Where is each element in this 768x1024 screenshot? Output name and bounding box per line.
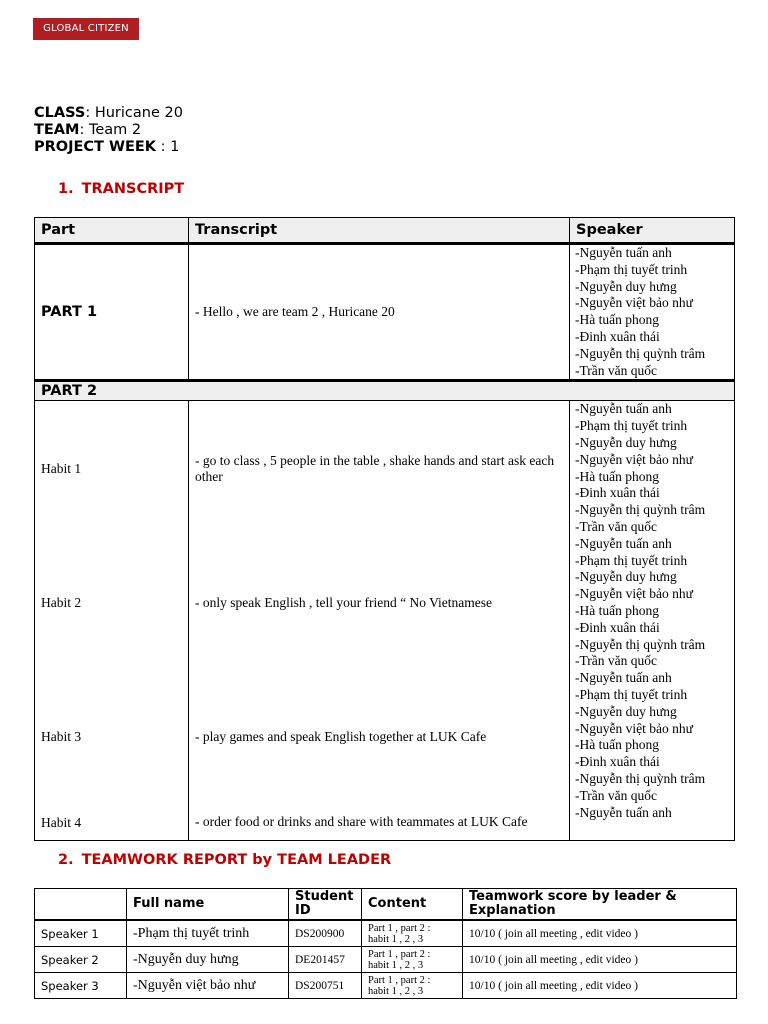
habit-label: Habit 2	[35, 536, 189, 670]
habit-speakers	[570, 536, 735, 670]
teamwork-score: 10/10 ( join all meeting , edit video )	[463, 947, 737, 973]
habit-transcript: - play games and speak English together at LUK Cafe	[189, 670, 570, 804]
habit-row-3	[35, 670, 735, 804]
speaker-item: -Hà tuấn phong	[575, 602, 659, 618]
teamwork-score: 10/10 ( join all meeting , edit video )	[463, 973, 737, 999]
speaker-item: -Nguyễn tuấn anh	[575, 401, 672, 417]
project-meta	[34, 105, 183, 156]
speaker-item: -Phạm thị tuyết trinh	[575, 261, 688, 277]
part1-speakers	[570, 244, 735, 381]
teamwork-table	[34, 888, 737, 999]
speaker-item: -Nguyễn tuấn anh	[575, 804, 672, 820]
full-name: -Nguyễn duy hưng	[127, 947, 289, 973]
speaker-item: -Phạm thị tuyết trinh	[575, 418, 688, 434]
part2-row	[35, 381, 735, 401]
speaker-item: -Phạm thị tuyết trinh	[575, 686, 688, 702]
header-speaker: Speaker	[570, 218, 735, 244]
part1-row	[35, 244, 735, 381]
speaker-item: -Hà tuấn phong	[575, 468, 659, 484]
speaker-item: -Trần văn quốc	[575, 787, 657, 803]
speaker-item: -Nguyễn duy hưng	[575, 569, 677, 585]
habit-label: Habit 1	[35, 401, 189, 536]
class-line: CLASS: Huricane 20	[34, 105, 183, 121]
speaker-item: -Hà tuấn phong	[575, 737, 659, 753]
section-teamwork-heading: 2. TEAMWORK REPORT by TEAM LEADER	[58, 852, 392, 868]
habit-row-4	[35, 805, 735, 841]
section-transcript-heading: 1. TRANSCRIPT	[58, 181, 185, 197]
speaker-item: -Nguyễn duy hưng	[575, 278, 677, 294]
part2-label: PART 2	[35, 381, 735, 401]
speaker-item: -Nguyễn thị quỳnh trâm	[575, 770, 706, 786]
header-blank	[35, 889, 127, 921]
full-name: -Nguyễn việt bảo như	[127, 973, 289, 999]
habit-row-1	[35, 401, 735, 536]
transcript-header-row	[35, 218, 735, 244]
speaker-item: -Trần văn quốc	[575, 362, 657, 378]
header-student-id: Student ID	[289, 889, 362, 921]
speaker-item: -Phạm thị tuyết trinh	[575, 552, 688, 568]
part1-label: PART 1	[35, 244, 189, 381]
speaker-item: -Nguyễn việt bảo như	[575, 451, 693, 467]
speaker-item: -Nguyễn thị quỳnh trâm	[575, 345, 706, 361]
speaker-item: -Đinh xuân thái	[575, 619, 660, 635]
habit-label: Habit 3	[35, 670, 189, 804]
speaker-item: -Nguyễn tuấn anh	[575, 670, 672, 686]
habit-speakers	[570, 670, 735, 804]
team-line: TEAM: Team 2	[34, 122, 142, 138]
habit-label: Habit 4	[35, 805, 189, 841]
speaker-item: -Đinh xuân thái	[575, 328, 660, 344]
header-part: Part	[35, 218, 189, 244]
student-id: DS200900	[289, 920, 362, 947]
speaker-item: -Nguyễn tuấn anh	[575, 245, 672, 260]
teamwork-row-1	[35, 920, 737, 947]
speaker-item: -Nguyễn duy hưng	[575, 703, 677, 719]
header-full-name: Full name	[127, 889, 289, 921]
teamwork-row-3	[35, 973, 737, 999]
speaker-item: -Trần văn quốc	[575, 518, 657, 534]
global-citizen-logo: GLOBAL CITIZEN	[33, 18, 139, 40]
speaker-item: -Nguyễn thị quỳnh trâm	[575, 636, 706, 652]
header-transcript: Transcript	[189, 218, 570, 244]
speaker-item: -Nguyễn việt bảo như	[575, 720, 693, 736]
speaker-item: -Trần văn quốc	[575, 653, 657, 669]
header-score: Teamwork score by leader & Explanation	[463, 889, 737, 921]
teamwork-score: 10/10 ( join all meeting , edit video )	[463, 920, 737, 947]
speaker-label: Speaker 2	[35, 947, 127, 973]
speaker-item: -Nguyễn thị quỳnh trâm	[575, 502, 706, 518]
speaker-item: -Đinh xuân thái	[575, 754, 660, 770]
speaker-item: -Nguyễn duy hưng	[575, 434, 677, 450]
content: Part 1 , part 2 : habit 1 , 2 , 3	[362, 920, 463, 947]
speaker-label: Speaker 1	[35, 920, 127, 947]
project-week-line: PROJECT WEEK : 1	[34, 139, 180, 155]
habit-speakers	[570, 805, 735, 841]
speaker-item: -Nguyễn việt bảo như	[575, 295, 693, 311]
content: Part 1 , part 2 : habit 1 , 2 , 3	[362, 973, 463, 999]
habit-speakers	[570, 401, 735, 536]
habit-transcript: - order food or drinks and share with teammates at LUK Cafe	[189, 805, 570, 841]
teamwork-header-row	[35, 889, 737, 921]
speaker-item: -Đinh xuân thái	[575, 485, 660, 501]
speaker-label: Speaker 3	[35, 973, 127, 999]
habit-transcript: - only speak English , tell your friend “ No Vietnamese	[189, 536, 570, 670]
content: Part 1 , part 2 : habit 1 , 2 , 3	[362, 947, 463, 973]
header-content: Content	[362, 889, 463, 921]
habit-transcript: - go to class , 5 people in the table , shake hands and start ask each other	[189, 401, 570, 536]
habit-row-2	[35, 536, 735, 670]
teamwork-row-2	[35, 947, 737, 973]
student-id: DE201457	[289, 947, 362, 973]
speaker-item: -Nguyễn việt bảo như	[575, 586, 693, 602]
student-id: DS200751	[289, 973, 362, 999]
speaker-item: -Nguyễn tuấn anh	[575, 535, 672, 551]
transcript-table	[34, 217, 735, 841]
full-name: -Phạm thị tuyết trinh	[127, 920, 289, 947]
part1-transcript: - Hello , we are team 2 , Huricane 20	[189, 244, 570, 381]
speaker-item: -Hà tuấn phong	[575, 312, 659, 328]
